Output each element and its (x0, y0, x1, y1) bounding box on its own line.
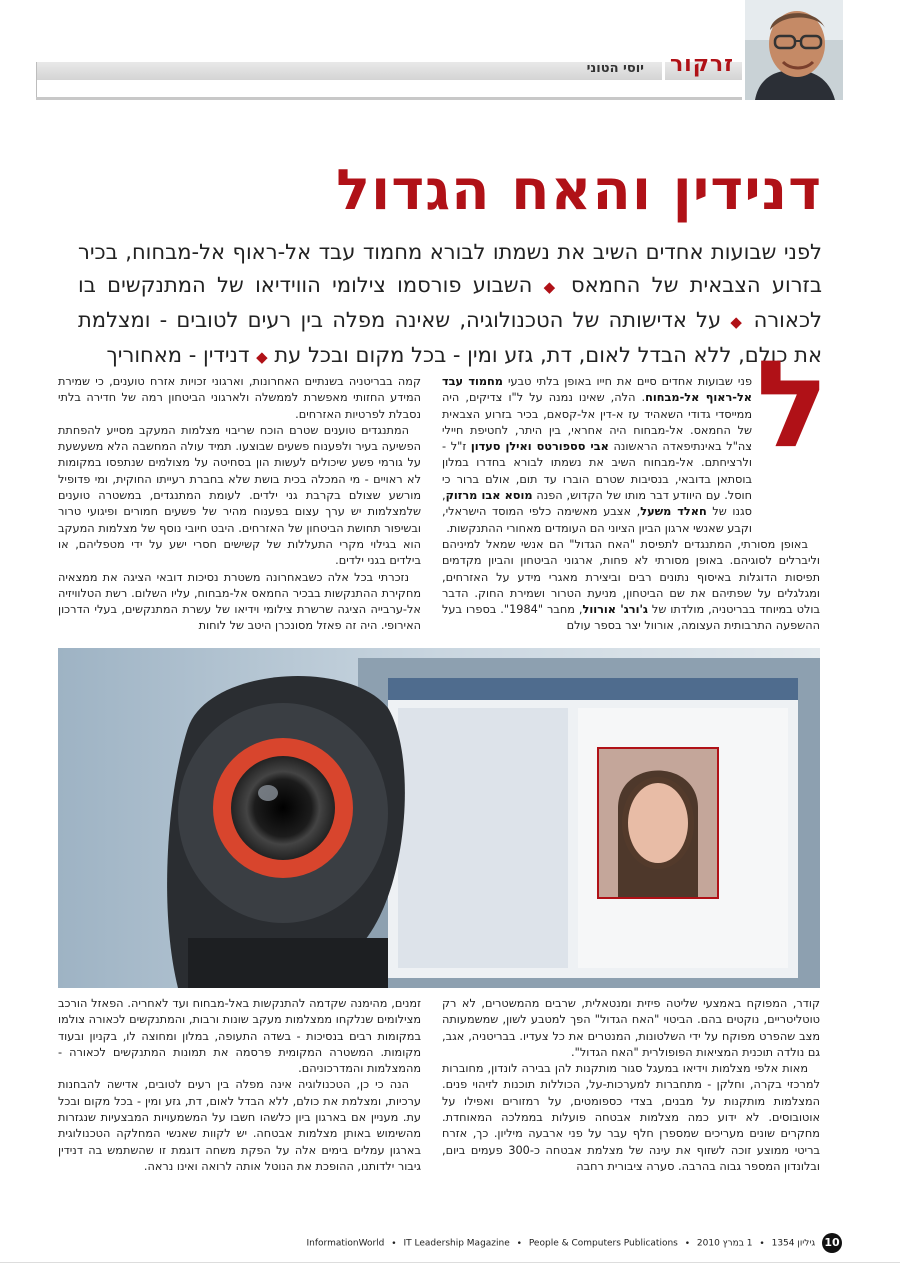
article-lede (78, 236, 822, 374)
paragraph: נזכרתי בכל אלה כשבאחרונה משטרת נסיכות דובאי הציגה את ממצאיה מחקירת ההתנקשות בבכיר החמאס אל-מבחוח, עליו השלום. רשת הטלוויזיה אל-ערבייה הציגה שרשרת צילומי וידיאו של עשרת המתנקשים, בעלי הדרכון האירופי. היה זה פאזל מסונכרן היטב של לוחות (58, 570, 421, 633)
article-photo (58, 648, 820, 988)
brand-name: InformationWorld (306, 1238, 385, 1249)
author-portrait (745, 0, 843, 100)
article-headline: דנידין והאח הגדול (336, 158, 822, 223)
lede-part-1: לפני שבועות אחדים השיב את נשמתו לבורא מחמוד עבד אל-ראוף אל-מבחוח, בכיר בזרוע הצבאית של החמאס (78, 240, 822, 297)
header-divider (36, 62, 37, 100)
page-number: 10 (822, 1233, 842, 1253)
paragraph: קמה בבריטניה בשנתיים האחרונות, וארגוני זכויות אזרח טוענים, כי שמירת המידע החזותי מאפשרת לממשלה ולארגוני הביטחון רמה של חדירה בלתי נסבלת לפרטיות האזרחים. (58, 375, 421, 421)
paragraph: הנה כי כן, הטכנולוגיה אינה מפלה בין רעים לטובים, אדישה להבחנות ערכיות, ומצלמת את כולם, ללא הבדל לאום, דת, גזע ומין - בכל מקום ובכל עת. מעניין אם בארגון ביון כלשהו חשבו על המשמעויות המבצעיות שנגזרות מהשימוש באותן מצלמות אבטחה. יש לקוות שאנשי המחלקה הטכנולוגית בארגון עמלים בימים אלה על הפקת משחה דוגמת זו שהשתמש בה דנידין גיבור ילדותנו, ההופכת את הנוטל אותה לרואה ואינו נראה. (58, 1078, 421, 1173)
footer-rule (0, 1262, 900, 1263)
name-bold: אבי סספורטס ואילן סעדון (470, 440, 609, 454)
issue-date: 1 במרץ 2010 (696, 1238, 753, 1249)
column-right-bottom (442, 996, 820, 1175)
lede-part-2: השבוע פורסמו צילומי הווידיאו של המתנקשים בו לכאורה (78, 273, 822, 332)
author-portrait-image (745, 0, 843, 100)
paragraph (442, 537, 820, 635)
text-run: ז"ל - ולרציחתם. אל-מבחוח השיב את נשמתו לבורא בחדרו במלון בוסתאן בדובאי, בנסיבות שטרם הוברו עד תום, אולם ברור כי חוסל. עם היוודע דבר מותו של הקדוש, הפנה (442, 440, 752, 503)
text-run: , סגנו של (442, 489, 752, 519)
text-run: באופן מסורתי, המתנגדים לתפיסת "האח הגדול" הם אנשי שמאל למיניהם וליברלים לסוגיהם. באופן מסורתי לא פחות, ארגוני הביטחון והביון מקדמים תפיסות הדוגלות באיסוף נתונים רבים וביצירת מאגרי מידע על האזרחים, ומגלגלים על שפתיהם את שם הביטחון, מניעת הטרור ושמירת החוק. הדבר בולט במיוחד בבריטניה, מולדתו של (442, 537, 820, 617)
magazine-name: IT Leadership Magazine (403, 1238, 510, 1249)
name-bold: מחמוד עבד אל-ראוף אל-מבחוח (442, 375, 753, 405)
name-bold: ג'ורג' אורוול (582, 603, 648, 617)
issue-number: גיליון 1354 (771, 1238, 816, 1249)
header-rule (36, 97, 742, 100)
column-title: זרקור (669, 52, 734, 77)
text-run: פני שבועות אחדים סיים את חייו באופן בלתי טבעי (502, 375, 752, 388)
drop-cap: ל (756, 336, 829, 475)
webcam-photo (58, 648, 820, 988)
text-run: . הלה, שאינו נמנה על ל"ו צדיקים, היה ממייסדי גדודי השאהיד עז א-דין אל-קסאם, בכיר בזרוע הצבאית של החמאס. אל-מבחוח היה אחראי, בין היתר, לחטיפת חיילי צה"ל באינתיפאדה הראשונה (442, 391, 752, 454)
diamond-icon: ◆ (543, 278, 560, 296)
author-name: יוסי הטוני (586, 61, 644, 76)
column-left-bottom (58, 996, 421, 1175)
bullet-separator: • (391, 1238, 397, 1249)
column-left-top (58, 374, 421, 635)
bullet-separator: • (516, 1238, 522, 1249)
paragraph: המתנגדים טוענים שטרם הוכח שריבוי מצלמות המעקב מסייע להפחתת הפשיעה בעיר ולפענוח פשעים שבוצעו. תמיד עולה המחשבה הלא משעשעת על גורמי פשע שיכולים לעשות הון בסחיטה על מצולמים שנתפסו במקומות לא ראויים - מי המכלה בכית בושת שלא בחברת רעייתו החוקית, ומי פדופיל מורשע שצולם בקרבת גני ילדים. לעומת המתנגדים, במשטרה טוענים שלמצלמות יש ערך עצום בפענוח מהיר של פשעים חמורים ופיגועי טרור ובשיפור תחושת הביטחון של האזרחים. היבט חיובי נוסף של מצלמות המעקב הוא בגילוי מקרי התעללות של קשישים חסרי ישע על ידי מטפליהם, או בילדים בגני ילדים. (58, 423, 421, 568)
page-footer (307, 1233, 843, 1253)
diamond-icon: ◆ (730, 313, 745, 331)
bullet-separator: • (684, 1238, 691, 1249)
publisher-name: People & Computers Publications (528, 1238, 678, 1249)
text-run: , אצבע מאשימה כלפי המוסד הישראלי, וקבע שאנשי ארגון הביון הציוני הם העומדים מאחורי ההתנקשות. (442, 505, 752, 535)
name-bold: חאלד משעל (640, 505, 707, 519)
column-right-top (442, 374, 820, 635)
bullet-separator: • (759, 1238, 765, 1249)
paragraph: זמנים, מהימנה שקדמה להתנקשות באל-מבחוח ועד לאחריה. הפאזל הורכב מצילומים שנלקחו ממצלמות מעקב שונות ורבות, והמתנקשים לכאורה צולמו במקומות רבים בנסיכות - בשדה התעופה, במלון ומחוצה לו, בקניון ובעוד מקומות. המשטרה המקומית פרסמה את תמונות המתנקשים לכאורה - מהמצלמות והמדרכוניהם. (58, 997, 421, 1076)
diamond-icon: ◆ (256, 348, 268, 366)
text-run: , מחבר "1984". בספרו בעל ההשפעה התרבותית העצומה, אורוול יצר בספר עולם (442, 603, 820, 633)
lede-part-4: דנידין - מאחוריך (106, 343, 250, 367)
lede-part-3: על אדישותה של הטכנולוגיה, שאינה מפלה בין רעים לטובים - ומצלמת את כולם, ללא הבדל לאום, דת, גזע ומין - בכל מקום ובכל עת (78, 308, 822, 367)
paragraph (442, 374, 820, 537)
paragraph: קודר, המפוקח באמצעי שליטה פיזית ומנטאלית, שרבים מהמשטרים, לא רק טוטליטריים, נוקטים בהם. הביטוי "האח הגדול" הפך למטבע לשון, שמשמעותה מצב שהפרט מפוקח על ידי השלטונות, המנטרים את כל צעדיו. בבריטניה, אגב, גם נולדה תוכנית המציאות הפופולרית "האח הגדול". (442, 997, 820, 1059)
name-bold: מוסא אבו מרזוק (445, 489, 533, 503)
header-separator (662, 62, 665, 80)
paragraph: מאות אלפי מצלמות וידיאו במעגל סגור מותקנות להן בבירה לונדון, מחוברות למרכזי בקרה, וחלקן - מתחברות למערכות-על, הכוללות תוכנות לזיהוי פנים. המצלמות מותקנות על מבנים, בצדי כספומטים, על רמזורים ואפילו על אוטובוסים. לא ידוע כמה מצלמות אבטחה פועלות בממלכה המאוחדת. מחקרים שונים מעריכים שמספרן חלף עבר על פני ארבעה מיליון. כך, אזרח בריטי ממוצע זוכה לשזוף את עינה של מצלמת אבטחה כ-300 פעמים ביום, ובלונדון המספר גבוה בהרבה. סערה ציבורית רחבה (442, 1062, 820, 1173)
